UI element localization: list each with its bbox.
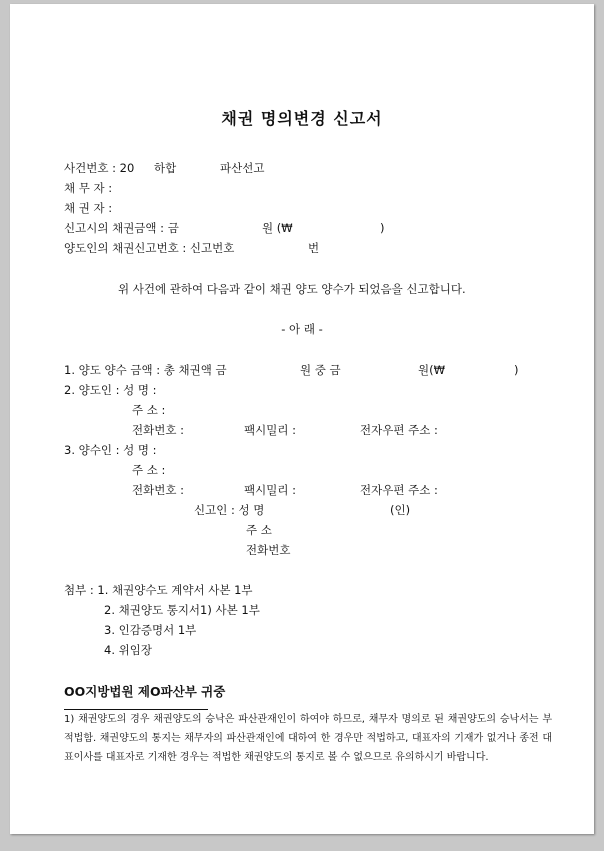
- reporter-phone-label: 전화번호: [246, 543, 291, 557]
- claim-amount-won: 원 (₩: [262, 221, 293, 235]
- reporter-address-label: 주 소: [246, 523, 272, 537]
- attachment-4: 4. 위임장: [104, 643, 152, 657]
- case-type: 파산선고: [220, 161, 265, 175]
- transferee-name-label: 3. 양수인 : 성 명 :: [64, 443, 157, 457]
- transferee-address-label: 주 소 :: [132, 463, 166, 477]
- transferor-name-label: 2. 양도인 : 성 명 :: [64, 383, 157, 397]
- transferor-fax-label: 팩시밀리 :: [244, 423, 296, 437]
- claim-amount-label: 신고시의 채권금액 : 금: [64, 221, 179, 235]
- transfer-amount-label: 1. 양도 양수 금액 : 총 채권액 금: [64, 363, 227, 377]
- attachment-2: 2. 채권양도 통지서1) 사본 1부: [104, 603, 260, 617]
- court-addressee: OO지방법원 제O파산부 귀중: [64, 684, 226, 699]
- creditor-label: 채 권 자 :: [64, 201, 113, 215]
- transferor-phone-label: 전화번호 :: [132, 423, 184, 437]
- case-number-label: 사건번호 : 20: [64, 161, 135, 175]
- transfer-amount-close: ): [514, 363, 519, 377]
- attachment-3: 3. 인감증명서 1부: [104, 623, 197, 637]
- transferor-address-label: 주 소 :: [132, 403, 166, 417]
- transferee-phone-label: 전화번호 :: [132, 483, 184, 497]
- report-number-label: 양도인의 채권신고번호 : 신고번호: [64, 241, 235, 255]
- reporter-seal: (인): [390, 503, 411, 517]
- transferee-email-label: 전자우편 주소 :: [360, 483, 438, 497]
- report-number-beon: 번: [308, 241, 320, 255]
- document-page: [10, 4, 594, 834]
- transfer-amount-won-w: 원(₩: [418, 363, 445, 377]
- reporter-name-label: 신고인 : 성 명: [194, 503, 265, 517]
- footnote-text: 1) 채권양도의 경우 채권양도의 승낙은 파산관재인이 하여야 하므로, 채무자 명의로 된 채권양도의 승낙서는 부적법함. 채권양도의 통지는 채무자의 파산관재인에 대하여 한 경우만 적법하고, 대표자의 기재가 없거나 종전 대표이사를 대표자로 기재한 경우는 적법한 채권양도의 통지로 볼 수 없으므로 유의하시기 바랍니다.: [64, 714, 552, 763]
- intro-text: 위 사건에 관하여 다음과 같이 채권 양도 양수가 되었음을 신고합니다.: [118, 282, 466, 296]
- below-heading: - 아 래 -: [281, 322, 323, 336]
- transferor-email-label: 전자우편 주소 :: [360, 423, 438, 437]
- transferee-fax-label: 팩시밀리 :: [244, 483, 296, 497]
- claim-amount-close: ): [380, 221, 385, 235]
- transfer-amount-won-jung: 원 중 금: [300, 363, 341, 377]
- debtor-label: 채 무 자 :: [64, 181, 113, 195]
- document-title: 채권 명의변경 신고서: [221, 109, 383, 128]
- attachment-1: 첨부 : 1. 채권양수도 계약서 사본 1부: [64, 583, 253, 597]
- case-hahap: 하합: [154, 161, 177, 175]
